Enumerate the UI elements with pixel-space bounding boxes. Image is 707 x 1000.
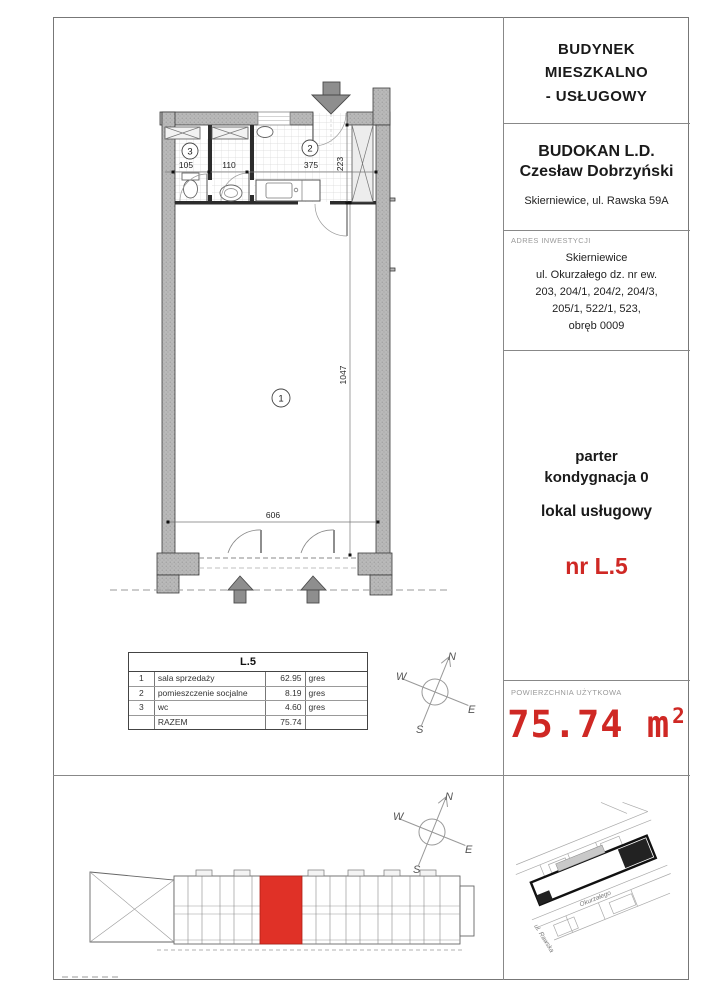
dim-375: 375: [303, 160, 319, 170]
divider-4: [503, 680, 690, 681]
compass-n: N: [448, 651, 456, 663]
table-row: 1 sala sprzedaży 62.95 gres: [129, 672, 367, 686]
dimension-labels: [179, 157, 348, 520]
floor-label: parter: [575, 448, 618, 465]
unit-number: nr L.5: [565, 553, 628, 579]
left-bottom-divider: [53, 775, 503, 776]
divider-3: [503, 350, 690, 351]
compass-w: W: [396, 671, 407, 683]
developer-name-2: Czesław Dobrzyński: [519, 163, 674, 180]
usable-area-section: [504, 703, 689, 746]
dim-105: 105: [178, 160, 194, 170]
map-building-footprint: [528, 828, 656, 904]
dim-606: 606: [265, 510, 281, 520]
highlighted-unit: [260, 876, 302, 944]
building-type-line: - USŁUGOWY: [545, 87, 648, 105]
compass-s: S: [416, 724, 424, 736]
compass-rose: [390, 642, 480, 737]
site-plan: [62, 856, 494, 982]
rooms-table-title: L.5: [129, 653, 367, 672]
compass-e: E: [468, 704, 476, 716]
compass-s: S: [413, 864, 421, 876]
investment-line: 205/1, 522/1, 523,: [552, 303, 641, 316]
room-2-label: 2: [307, 143, 313, 155]
investment-address-section: [504, 250, 689, 335]
investment-address-label: ADRES INWESTYCJI: [511, 236, 591, 245]
window: [258, 112, 290, 125]
table-row: 3 wc 4.60 gres: [129, 700, 367, 715]
arrow-up-icon: [301, 576, 326, 590]
investment-line: obręb 0009: [568, 320, 625, 333]
divider-2: [503, 230, 690, 231]
investment-line: 203, 204/1, 204/2, 204/3,: [535, 286, 658, 299]
developer-address: Skierniewice, ul. Rawska 59A: [524, 195, 669, 207]
location-map: [512, 798, 682, 973]
building-type-section: [504, 38, 689, 108]
storey-label: kondygnacja 0: [544, 469, 649, 486]
building-type-line: BUDYNEK: [558, 41, 635, 58]
investment-line: ul. Okurzałego dz. nr ew.: [535, 269, 658, 282]
divider-1: [503, 123, 690, 124]
developer-name: BUDOKAN L.D.: [538, 143, 655, 160]
kitchen-counter: [256, 180, 320, 201]
room-1-label: 1: [278, 393, 284, 405]
unit-type-label: lokal usługowy: [540, 503, 653, 520]
dim-223: 223: [335, 156, 345, 172]
table-row: 2 pomieszczenie socjalne 8.19 gres: [129, 686, 367, 701]
investment-line: Skierniewice: [565, 252, 628, 264]
usable-area-value: 75.74 $m^2$: [507, 703, 686, 746]
arrow-down-icon: [323, 82, 340, 95]
dim-110: 110: [222, 160, 236, 170]
building-type-line: MIESZKALNO: [544, 64, 649, 82]
usable-area-label: POWIERZCHNIA UŻYTKOWA: [511, 688, 622, 697]
map-street-rawska: ul. Rawska: [532, 923, 556, 955]
washbasin: [220, 185, 242, 201]
dim-1047: 1047: [338, 365, 348, 385]
table-row-total: RAZEM 75.74: [129, 715, 367, 730]
compass-w: W: [393, 811, 404, 823]
unit-section: [504, 448, 689, 580]
compass-e: E: [465, 844, 473, 856]
rooms-table: [128, 652, 368, 730]
map-street-okurzalego: Okurzałego: [578, 889, 613, 909]
compass-n: N: [445, 791, 453, 803]
room-3-label: 3: [187, 146, 193, 158]
sink-small: [257, 127, 273, 138]
divider-5: [503, 775, 690, 776]
arrow-up-icon: [228, 576, 253, 590]
developer-section: [504, 143, 689, 207]
